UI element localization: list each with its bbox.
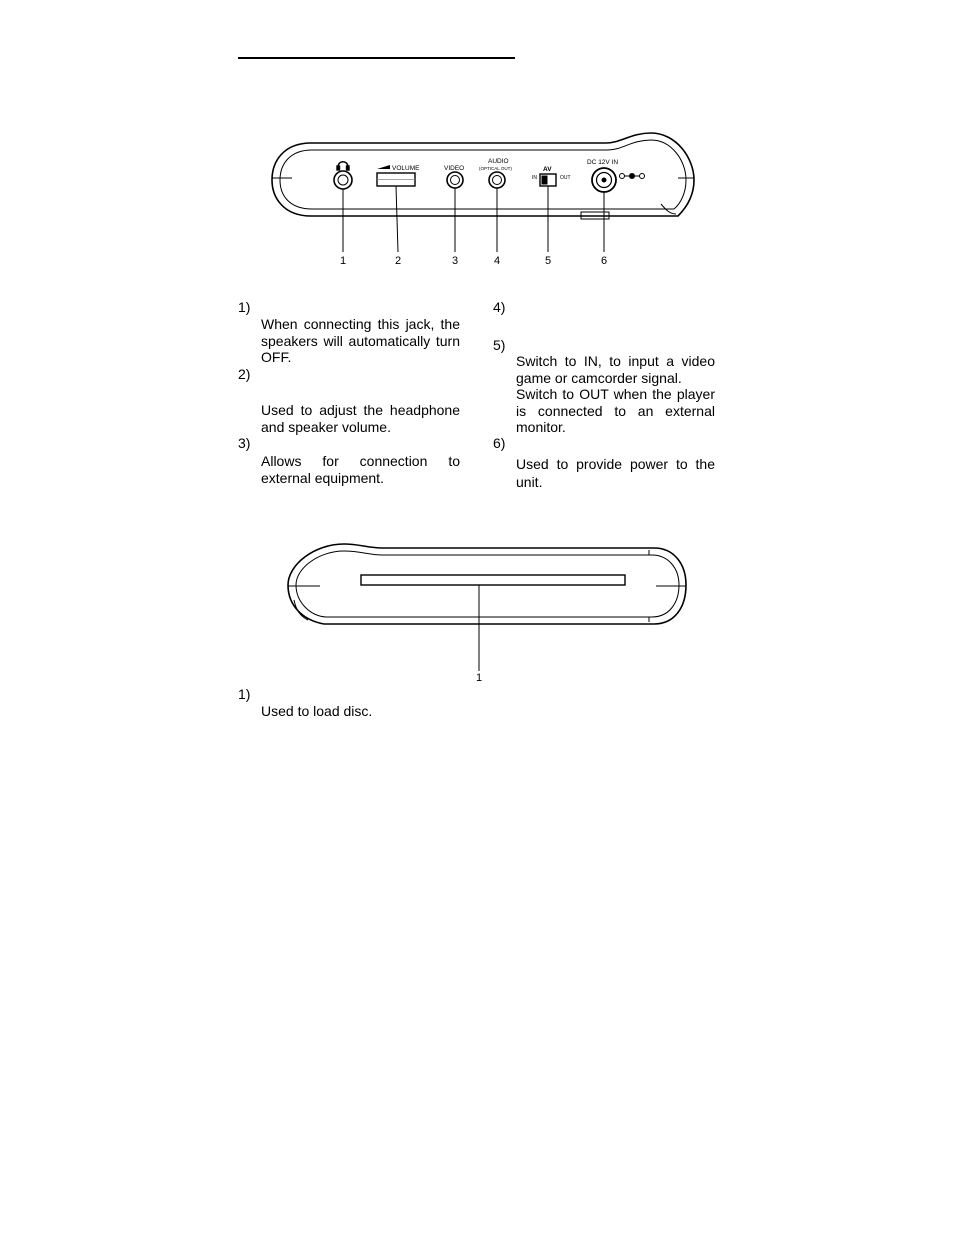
audio-label: AUDIO: [488, 158, 509, 165]
side-leader-lines: [343, 186, 604, 252]
item-number-3: 3): [238, 435, 251, 451]
side-callout-6: 6: [600, 255, 608, 267]
video-label: VIDEO: [444, 165, 465, 172]
front-item-number-1: 1): [238, 686, 251, 702]
item-description-1: When connecting this jack, the speakers will automatically turn OFF.: [261, 316, 460, 365]
item-number-6: 6): [493, 435, 506, 451]
volume-label: VOLUME: [392, 165, 420, 172]
disc-slot: [361, 575, 625, 585]
item-number-4: 4): [493, 299, 506, 315]
side-callout-4: 4: [493, 255, 501, 267]
av-out-label: OUT: [560, 175, 571, 181]
section-heading-rule: [238, 57, 515, 59]
front-panel-outline: [288, 544, 686, 624]
item-number-5: 5): [493, 337, 506, 353]
side-panel-figure: [266, 128, 706, 288]
front-item-description-1: Used to load disc.: [261, 703, 373, 719]
item-description-3: Allows for connection to external equipment.: [261, 453, 460, 486]
av-label: AV: [543, 166, 552, 173]
dc-label: DC 12V IN: [587, 159, 619, 166]
optical-out-label: (OPTICAL OUT): [479, 166, 512, 171]
side-callout-1: 1: [339, 255, 347, 267]
headphone-jack: [334, 171, 352, 189]
volume-ramp-icon: [377, 165, 390, 169]
item-description-6: Used to provide power to the unit.: [516, 456, 715, 490]
side-callout-2: 2: [394, 255, 402, 267]
side-callout-5: 5: [544, 255, 552, 267]
av-switch: [540, 174, 556, 186]
item-number-1: 1): [238, 299, 251, 315]
dc-polarity-icon: [620, 174, 645, 179]
item-description-5b: Switch to OUT when the player is connected to an external monitor.: [516, 386, 715, 435]
av-in-label: IN: [532, 175, 537, 181]
item-description-5a: Switch to IN, to input a video game or camcorder signal.: [516, 353, 715, 386]
video-jack: [447, 172, 463, 188]
item-number-2: 2): [238, 366, 251, 382]
front-panel-figure: [284, 540, 694, 680]
side-callout-3: 3: [451, 255, 459, 267]
dc-jack: [592, 168, 616, 192]
audio-optical-jack: [489, 172, 505, 188]
front-callout-1: 1: [475, 672, 483, 684]
item-description-2: Used to adjust the headphone and speaker volume.: [261, 402, 460, 435]
headphone-icon: [337, 162, 349, 170]
